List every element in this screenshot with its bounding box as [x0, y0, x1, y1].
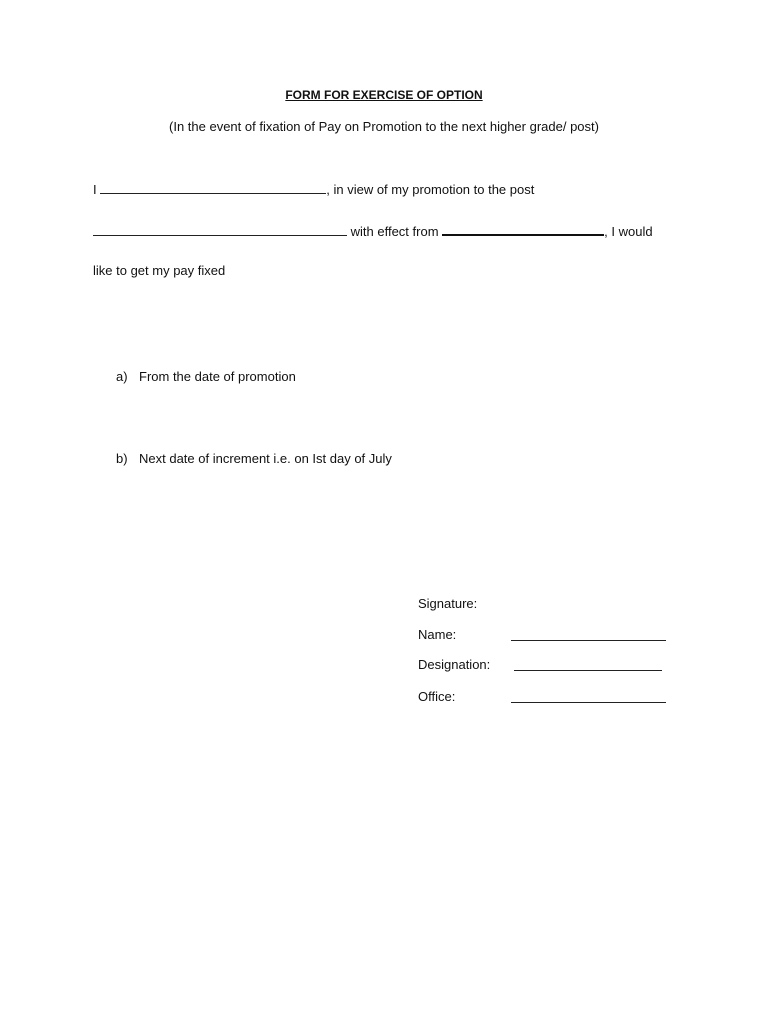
option-a-marker: a) [116, 369, 128, 384]
name-label: Name: [418, 627, 457, 642]
declaration-line-2 [93, 222, 653, 239]
name-blank [100, 181, 326, 194]
line1-prefix: I [93, 182, 97, 197]
signature-label: Signature: [418, 596, 478, 611]
designation-line [514, 669, 662, 671]
option-a-text: From the date of promotion [139, 369, 296, 384]
declaration-line-1 [93, 181, 534, 197]
option-b-marker: b) [116, 451, 128, 466]
line2-middle: with effect from [350, 224, 439, 239]
option-b-text: Next date of increment i.e. on Ist day of July [139, 451, 392, 466]
option-a [116, 369, 296, 384]
name-line [511, 639, 666, 641]
form-title: FORM FOR EXERCISE OF OPTION [285, 88, 483, 102]
effect-date-blank [442, 222, 604, 236]
line1-suffix: , in view of my promotion to the post [326, 182, 535, 197]
designation-label: Designation: [418, 657, 491, 672]
form-subtitle: (In the event of fixation of Pay on Promotion to the next higher grade/ post) [169, 119, 599, 134]
option-b [116, 451, 392, 466]
declaration-line-3: like to get my pay fixed [93, 263, 226, 278]
office-label: Office: [418, 689, 456, 704]
office-line [511, 701, 666, 703]
line2-suffix: , I would [604, 224, 653, 239]
post-blank [93, 223, 347, 236]
